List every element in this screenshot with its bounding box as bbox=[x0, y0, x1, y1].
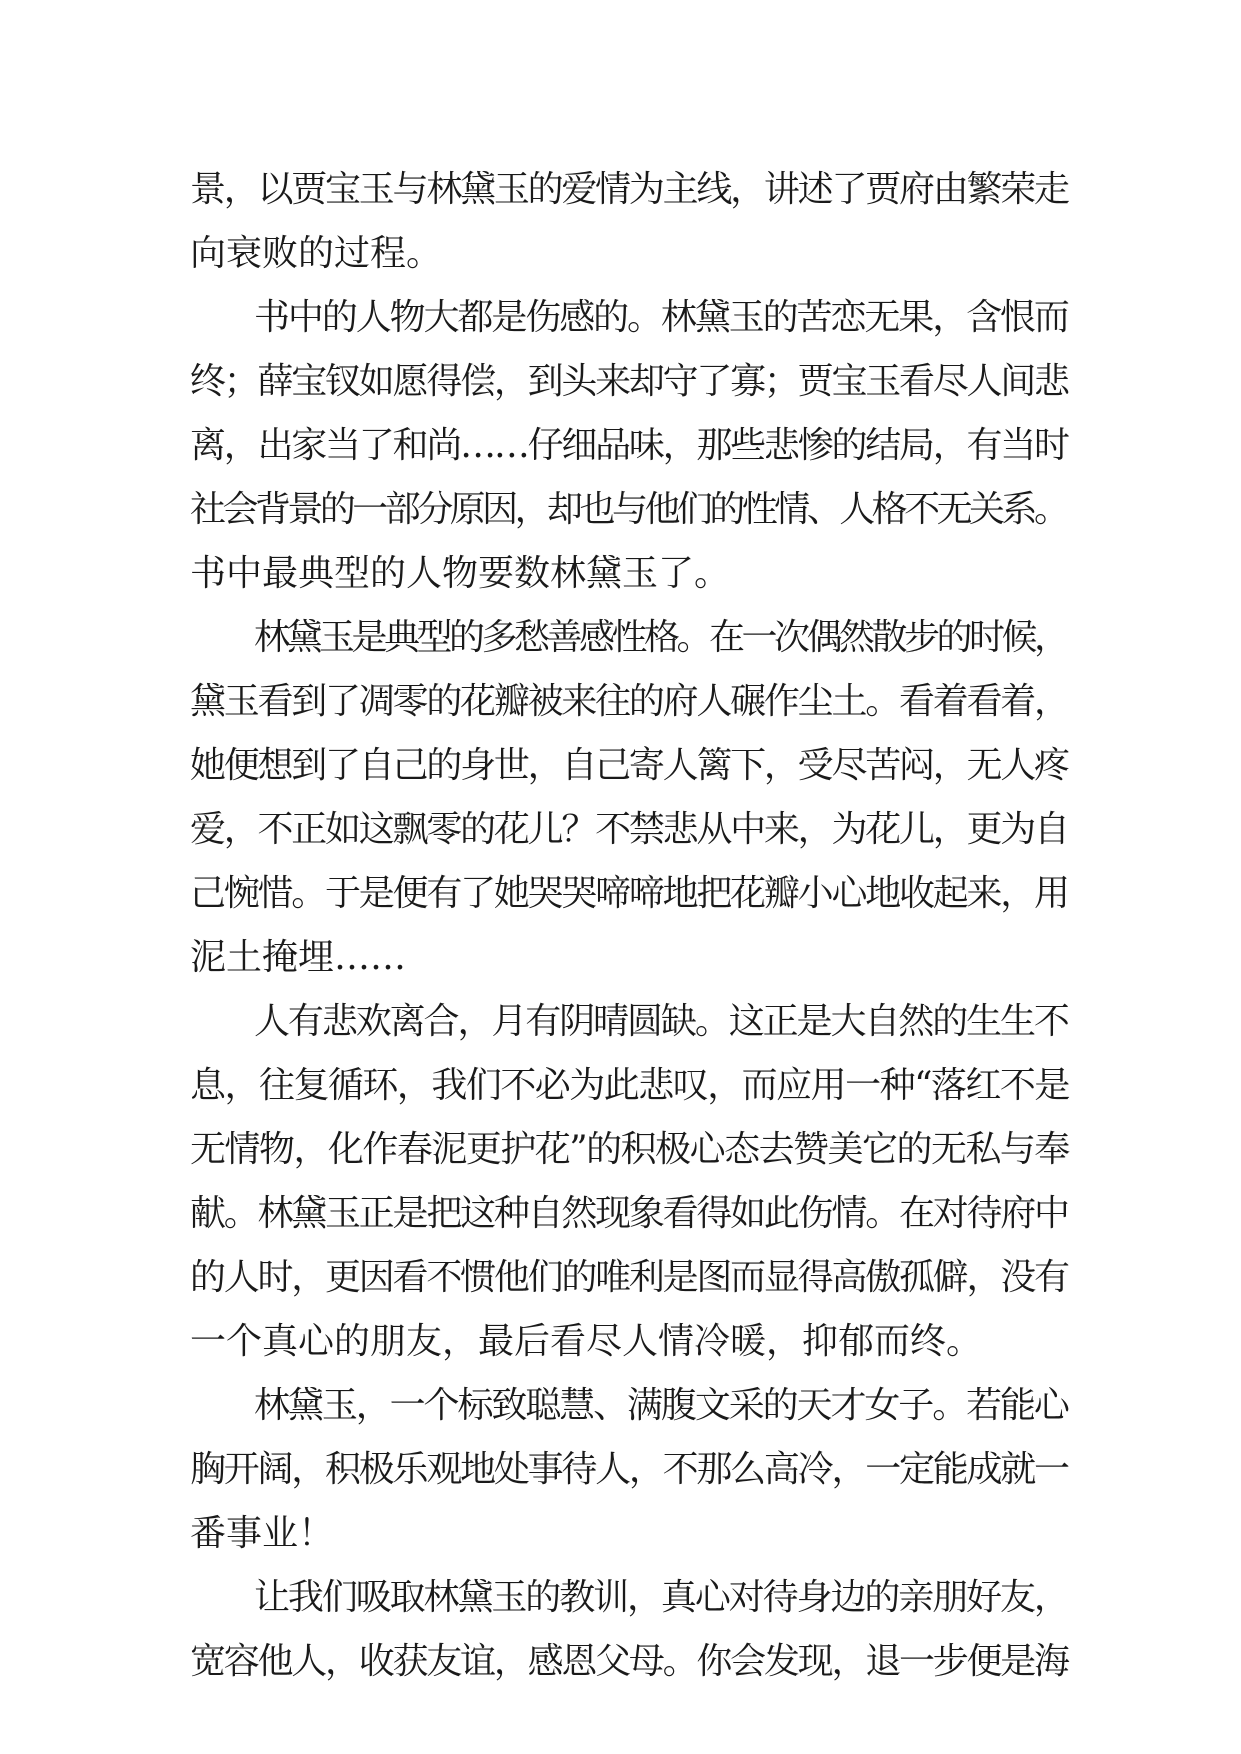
text-line: 终；薛宝钗如愿得偿，到头来却守了寡；贾宝玉看尽人间悲 bbox=[190, 361, 1068, 402]
text-line: 泥土掩埋…… bbox=[190, 937, 407, 978]
text-line: 书中最典型的人物要数林黛玉了。 bbox=[190, 553, 731, 594]
text-line: 向衰败的过程。 bbox=[190, 233, 443, 274]
document-body bbox=[190, 158, 1070, 1694]
text-line: 林黛玉是典型的多愁善感性格。在一次偶然散步的时候， bbox=[254, 617, 1067, 658]
text-line: 爱，不正如这飘零的花儿？不禁悲从中来，为花儿，更为自 bbox=[190, 809, 1068, 850]
text-line: 息，往复循环，我们不必为此悲叹，而应用一种“落红不是 bbox=[190, 1065, 1069, 1106]
text-line: 景，以贾宝玉与林黛玉的爱情为主线，讲述了贾府由繁荣走 bbox=[190, 169, 1068, 210]
text-line: 己惋惜。于是便有了她哭哭啼啼地把花瓣小心地收起来，用 bbox=[190, 873, 1068, 914]
text-line: 献。林黛玉正是把这种自然现象看得如此伤情。在对待府中 bbox=[190, 1193, 1068, 1234]
text-line: 宽容他人，收获友谊，感恩父母。你会发现，退一步便是海 bbox=[190, 1641, 1068, 1682]
text-line: 黛玉看到了凋零的花瓣被来往的府人碾作尘土。看着看着， bbox=[190, 681, 1068, 722]
text-line: 无情物，化作春泥更护花”的积极心态去赞美它的无私与奉 bbox=[190, 1129, 1069, 1170]
text-line: 一个真心的朋友，最后看尽人情冷暖，抑郁而终。 bbox=[190, 1321, 983, 1362]
text-line: 社会背景的一部分原因，却也与他们的性情、人格不无关系。 bbox=[190, 489, 1067, 530]
text-line: 林黛玉，一个标致聪慧、满腹文采的天才女子。若能心 bbox=[254, 1385, 1068, 1426]
text-line: 的人时，更因看不惯他们的唯利是图而显得高傲孤僻，没有 bbox=[190, 1257, 1068, 1298]
text-line: 书中的人物大都是伤感的。林黛玉的苦恋无果，含恨而 bbox=[254, 297, 1068, 338]
text-line: 番事业！ bbox=[190, 1513, 335, 1554]
text-line: 让我们吸取林黛玉的教训，真心对待身边的亲朋好友， bbox=[254, 1577, 1068, 1618]
text-line: 胸开阔，积极乐观地处事待人，不那么高冷，一定能成就一 bbox=[190, 1449, 1068, 1490]
text-line: 离，出家当了和尚……仔细品味，那些悲惨的结局，有当时 bbox=[190, 425, 1068, 466]
text-line: 她便想到了自己的身世，自己寄人篱下，受尽苦闷，无人疼 bbox=[190, 745, 1068, 786]
text-line: 人有悲欢离合，月有阴晴圆缺。这正是大自然的生生不 bbox=[254, 1001, 1068, 1042]
